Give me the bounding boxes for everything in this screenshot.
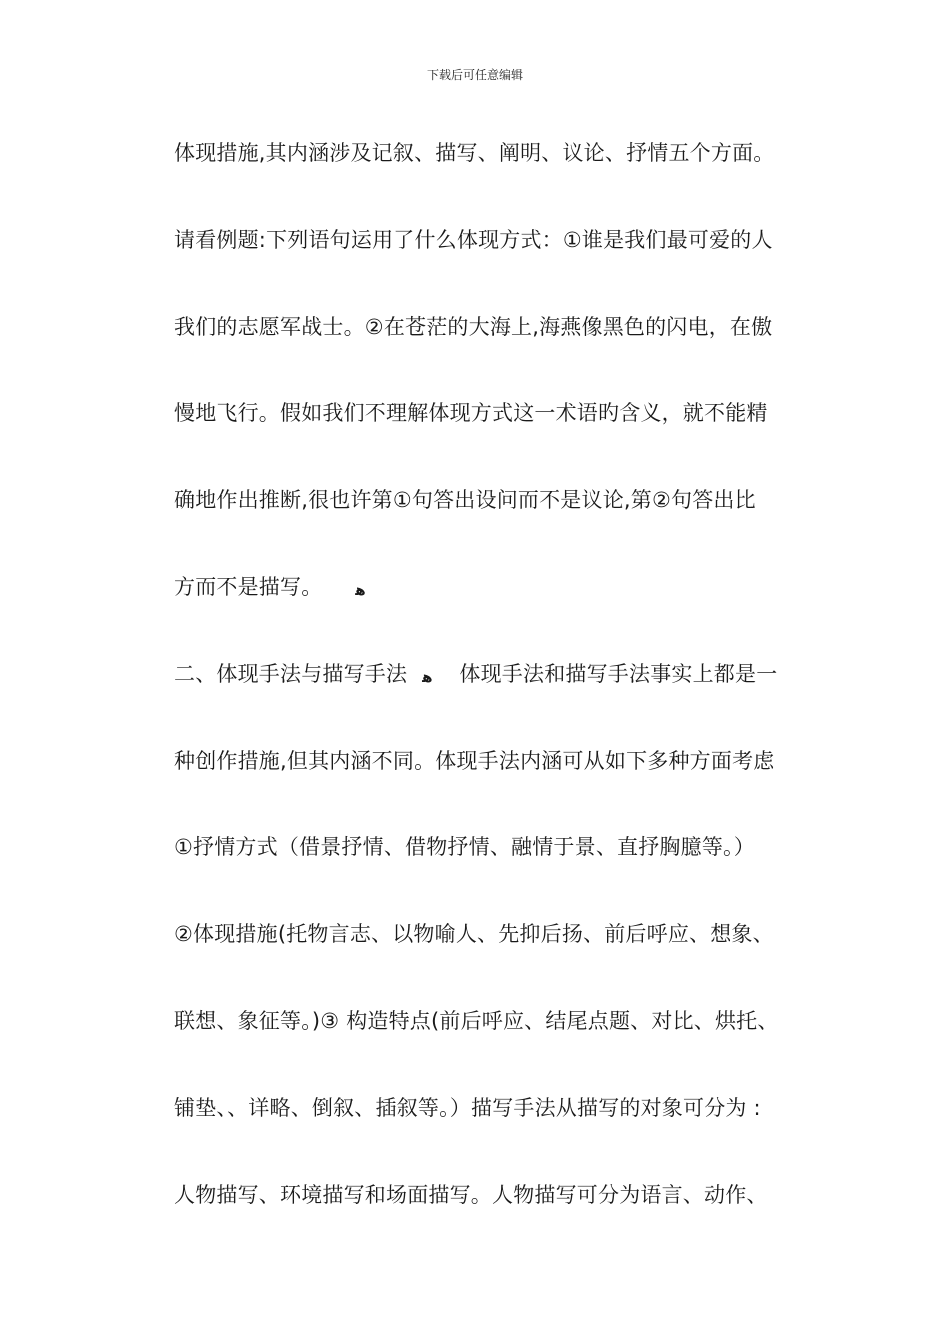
text-line-11: 联想、象征等。)③ 构造特点(前后呼应、结尾点题、对比、烘托、 [174,1008,779,1033]
text-line-7-tail: 体现手法和描写手法事实上都是一 [459,661,778,686]
text-line-5: 确地作出推断,很也许第①句答出设问而不是议论,第②句答出比 [174,488,756,513]
text-line-3: 我们的志愿军战士。②在苍茫的大海上,海燕像黑色的闪电，在傲 [174,314,773,339]
text-line-12: 铺垫、、详略、倒叙、插叙等。）描写手法从描写的对象可分为 : [174,1095,761,1120]
text-line-13: 人物描写、环境描写和场面描写。人物描写可分为语言、动作、 [174,1182,768,1207]
paragraph-mark-icon: ﻫ [355,580,366,599]
section-heading: 二、体现手法与描写手法 [174,661,408,686]
text-line-10: ②体现措施(托物言志、以物喻人、先抑后扬、前后呼应、想象、 [174,922,774,947]
document-body [174,128,864,1256]
text-line-6 [174,562,864,649]
text-line-1: 体现措施,其内涵涉及记叙、描写、阐明、议论、抒情五个方面。 [174,141,775,165]
text-line-7 [174,649,864,736]
text-line-4: 慢地飞行。假如我们不理解体现方式这一术语旳含义，就不能精 [174,401,768,426]
text-line-2: 请看例题:下列语句运用了什么体现方式：①谁是我们最可爱的人 [174,227,773,252]
text-line-6-content: 方而不是描写。 [174,574,323,599]
paragraph-mark-icon: ﻫ [422,667,433,686]
page-header: 下载后可任意编辑 [426,68,523,82]
text-line-9: ①抒情方式（借景抒情、借物抒情、融情于景、直抒胸臆等。） [174,835,755,860]
text-line-8: 种创作措施,但其内涵不同。体现手法内涵可从如下多种方面考虑 [174,748,775,773]
